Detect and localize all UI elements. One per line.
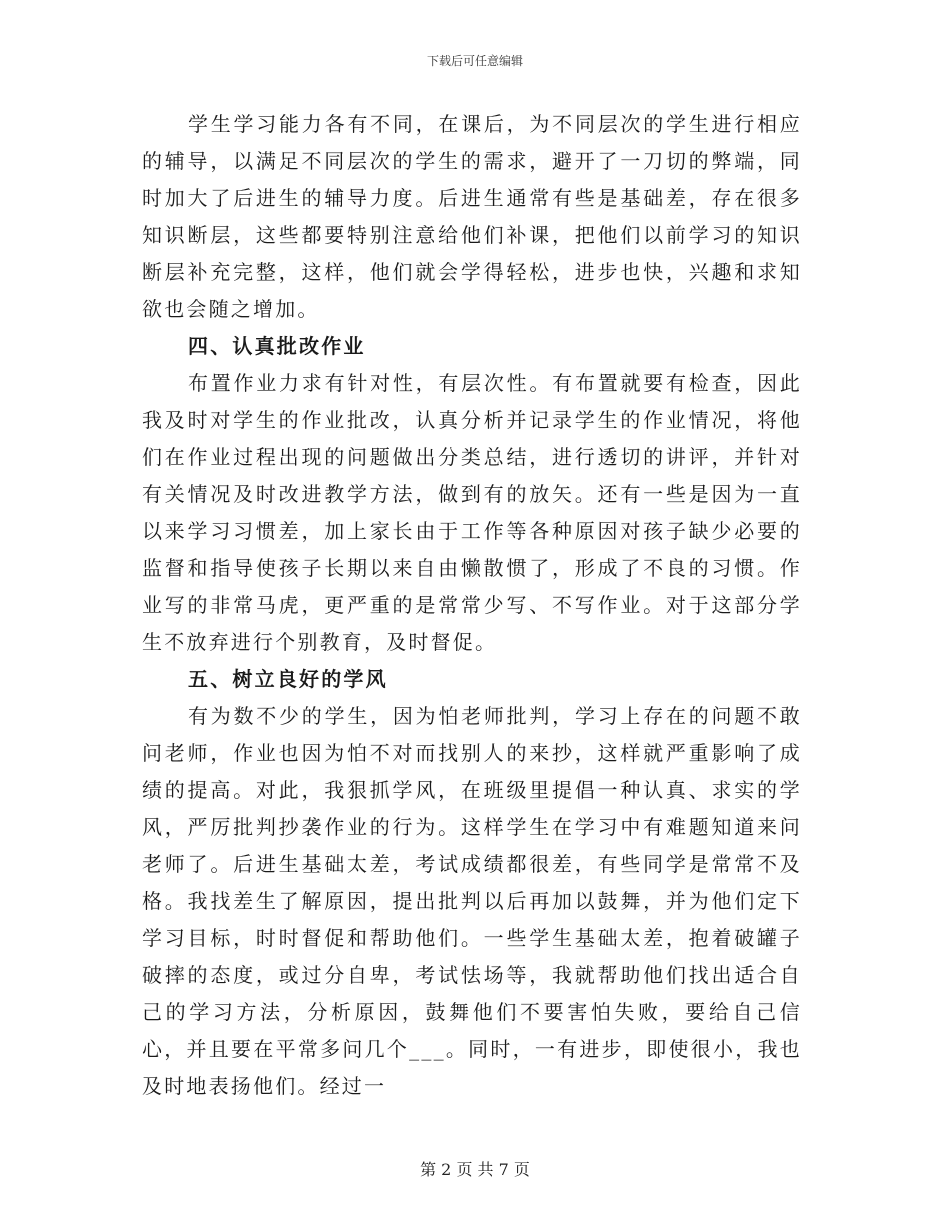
- paragraph-homework: 布置作业力求有针对性，有层次性。有布置就要有检查，因此我及时对学生的作业批改，认真分析并记录学生的作业情况，将他们在作业过程出现的问题做出分类总结，进行透切的讲评，并针对有关情况及时改进教学方法，做到有的放矢。还有一些是因为一直以来学习习惯差，加上家长由于工作等各种原因对孩子缺少必要的监督和指导使孩子长期以来自由懒散惯了，形成了不良的习惯。作业写的非常马虎，更严重的是常常少写、不写作业。对于这部分学生不放弃进行个别教育，及时督促。: [142, 371, 802, 654]
- document-body: [142, 106, 802, 1105]
- page-number: 第 2 页 共 7 页: [420, 1160, 530, 1179]
- paragraph-tutoring: 学生学习能力各有不同，在课后，为不同层次的学生进行相应的辅导，以满足不同层次的学生的需求，避开了一刀切的弊端，同时加大了后进生的辅导力度。后进生通常有些是基础差，存在很多知识断层，这些都要特别注意给他们补课，把他们以前学习的知识断层补充完整，这样，他们就会学得轻松，进步也快，兴趣和求知欲也会随之增加。: [142, 112, 802, 321]
- section-heading-study-style: 五、树立良好的学风: [188, 667, 388, 691]
- section-heading-homework: 四、认真批改作业: [188, 334, 366, 358]
- page-header: 下载后可任意编辑: [426, 54, 523, 68]
- paragraph-study-style: 有为数不少的学生，因为怕老师批判，学习上存在的问题不敢问老师，作业也因为怕不对而找别人的来抄，这样就严重影响了成绩的提高。对此，我狠抓学风，在班级里提倡一种认真、求实的学风，严厉批判抄袭作业的行为。这样学生在学习中有难题知道来问老师了。后进生基础太差，考试成绩都很差，有些同学是常常不及格。我找差生了解原因，提出批判以后再加以鼓舞，并为他们定下学习目标，时时督促和帮助他们。一些学生基础太差，抱着破罐子破摔的态度，或过分自卑，考试怯场等，我就帮助他们找出适合自己的学习方法，分析原因，鼓舞他们不要害怕失败，要给自己信心，并且要在平常多问几个___。同时，一有进步，即使很小，我也及时地表扬他们。经过一: [142, 704, 802, 1098]
